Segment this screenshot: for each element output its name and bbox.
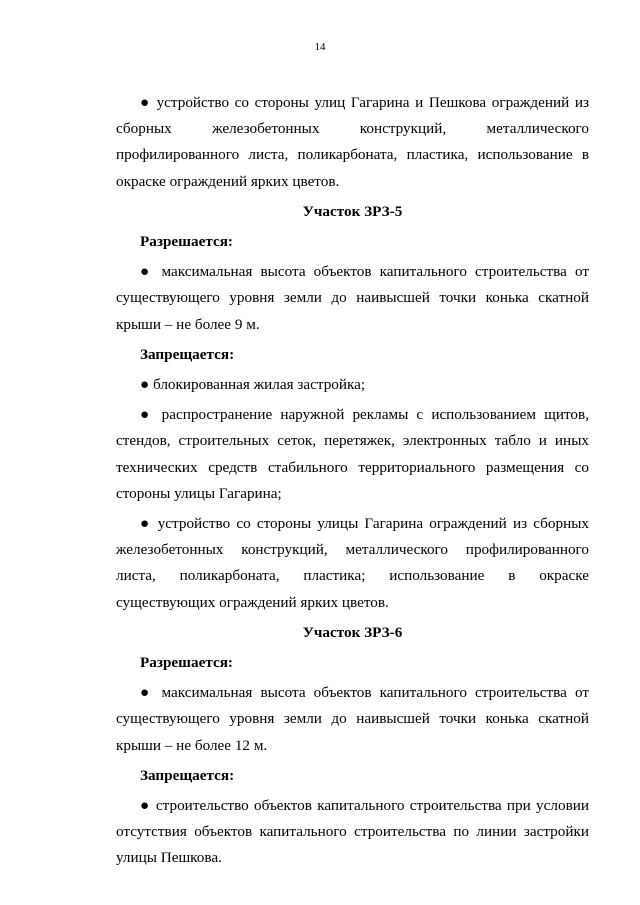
forbidden-label-zrz6: Запрещается: <box>140 766 235 784</box>
forbidden-item: ● распространение наружной рекламы с использованием щитов, стендов, строительных сеток, перетяжек, электронных табло и иных технических средств стабильного территориального размещения со стороны улицы Гагарина; <box>116 406 589 502</box>
intro-list-item: ● устройство со стороны улиц Гагарина и Пешкова ограждений из сборных железобетонных конструкций, металлического профилированного листа, поликарбоната, пластика, использование в окраске ограждений ярких цветов. <box>116 94 589 190</box>
allowed-item: ● максимальная высота объектов капитального строительства от существующего уровня земли до наивысшей точки конька скатной крыши – не более 12 м. <box>116 684 589 754</box>
section-title-zrz5: Участок ЗРЗ-5 <box>302 202 403 220</box>
section-title-zrz6: Участок ЗРЗ-6 <box>302 623 403 641</box>
forbidden-label-zrz5: Запрещается: <box>140 345 235 363</box>
allowed-item: ● максимальная высота объектов капитального строительства от существующего уровня земли до наивысшей точки конька скатной крыши – не более 9 м. <box>116 263 589 333</box>
forbidden-item: ● блокированная жилая застройка; <box>140 376 366 394</box>
forbidden-item: ● устройство со стороны улицы Гагарина ограждений из сборных железобетонных конструкций, металлического профилированного листа, поликарбоната, пластика; использование в окраске существующих ограждений ярких цветов. <box>116 515 589 611</box>
allowed-label-zrz5: Разрешается: <box>140 233 233 251</box>
document-body <box>116 90 589 876</box>
forbidden-item: ● строительство объектов капитального строительства при условии отсутствия объектов капитального строительства по линии застройки улицы Пешкова. <box>116 797 589 867</box>
allowed-label-zrz6: Разрешается: <box>140 654 233 672</box>
page-number: 14 <box>314 41 326 53</box>
